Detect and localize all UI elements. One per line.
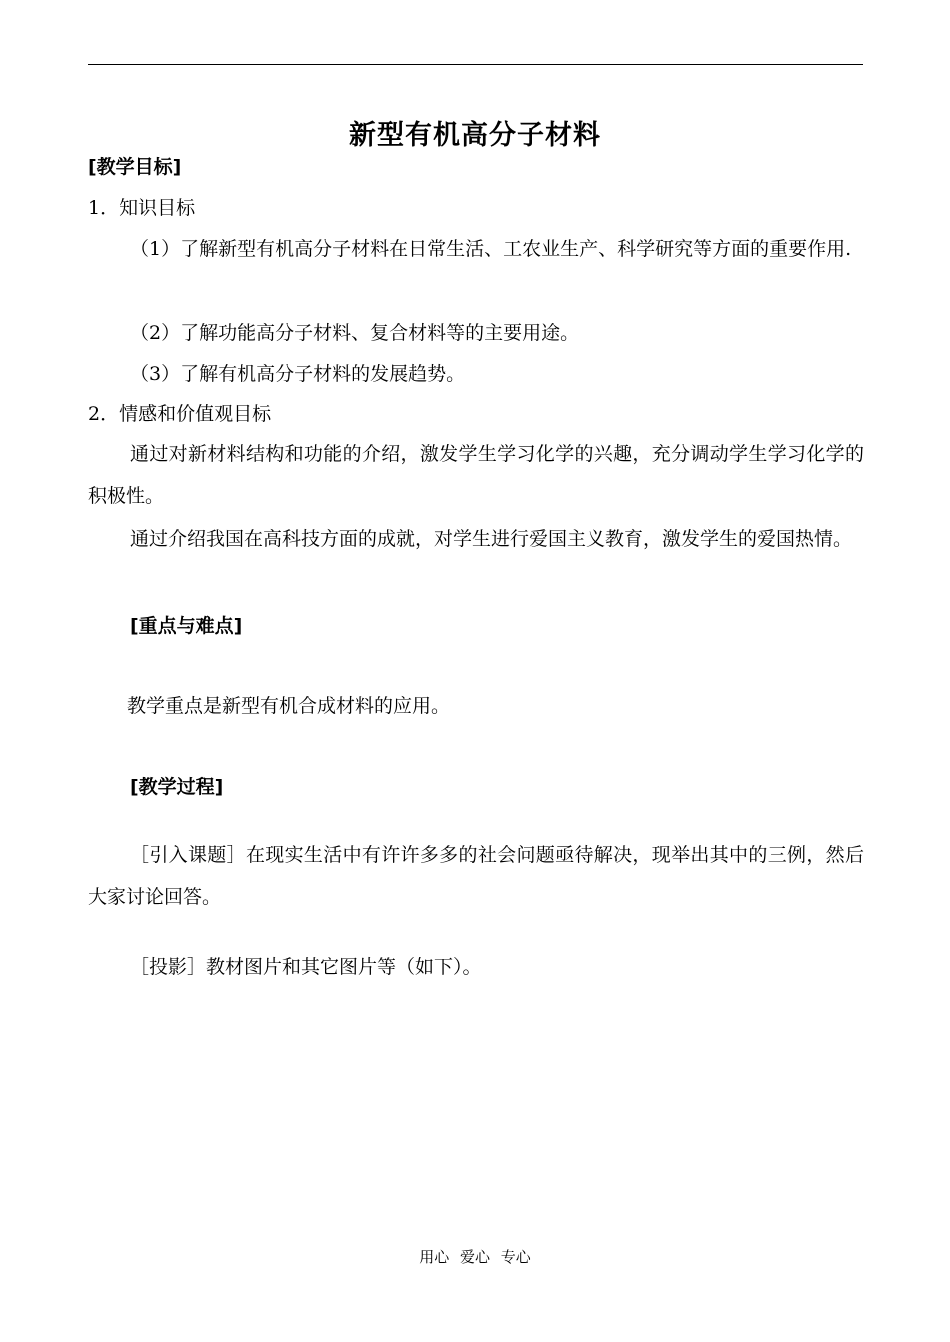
process-intro-paragraph: ［引入课题］在现实生活中有许许多多的社会问题亟待解决，现举出其中的三例，然后大家讨论回答。	[88, 844, 864, 908]
knowledge-item-2: （2）了解功能高分子材料、复合材料等的主要用途。	[130, 322, 580, 344]
key-point-text: 教学重点是新型有机合成材料的应用。	[127, 695, 451, 717]
section-heading-process: [教学过程]	[130, 776, 224, 798]
section-heading-key-points: [重点与难点]	[130, 615, 243, 637]
section-heading-objectives: [教学目标]	[88, 156, 182, 178]
knowledge-item-3: （3）了解有机高分子材料的发展趋势。	[130, 363, 466, 385]
emotion-paragraph-1: 通过对新材料结构和功能的介绍，激发学生学习化学的兴趣，充分调动学生学习化学的积极性。	[88, 443, 864, 507]
page-footer: 用心 爱心 专心	[419, 1248, 531, 1266]
knowledge-heading: 1．知识目标	[88, 197, 196, 219]
emotion-paragraph-2: 通过介绍我国在高科技方面的成就，对学生进行爱国主义教育，激发学生的爱国热情。	[130, 528, 853, 550]
document-title: 新型有机高分子材料	[349, 120, 601, 151]
knowledge-item-1: （1）了解新型有机高分子材料在日常生活、工农业生产、科学研究等方面的重要作用.	[130, 238, 852, 260]
header-rule	[88, 64, 863, 65]
process-projection-line: ［投影］教材图片和其它图片等（如下）。	[130, 956, 482, 978]
emotion-heading: 2．情感和价值观目标	[88, 403, 272, 425]
